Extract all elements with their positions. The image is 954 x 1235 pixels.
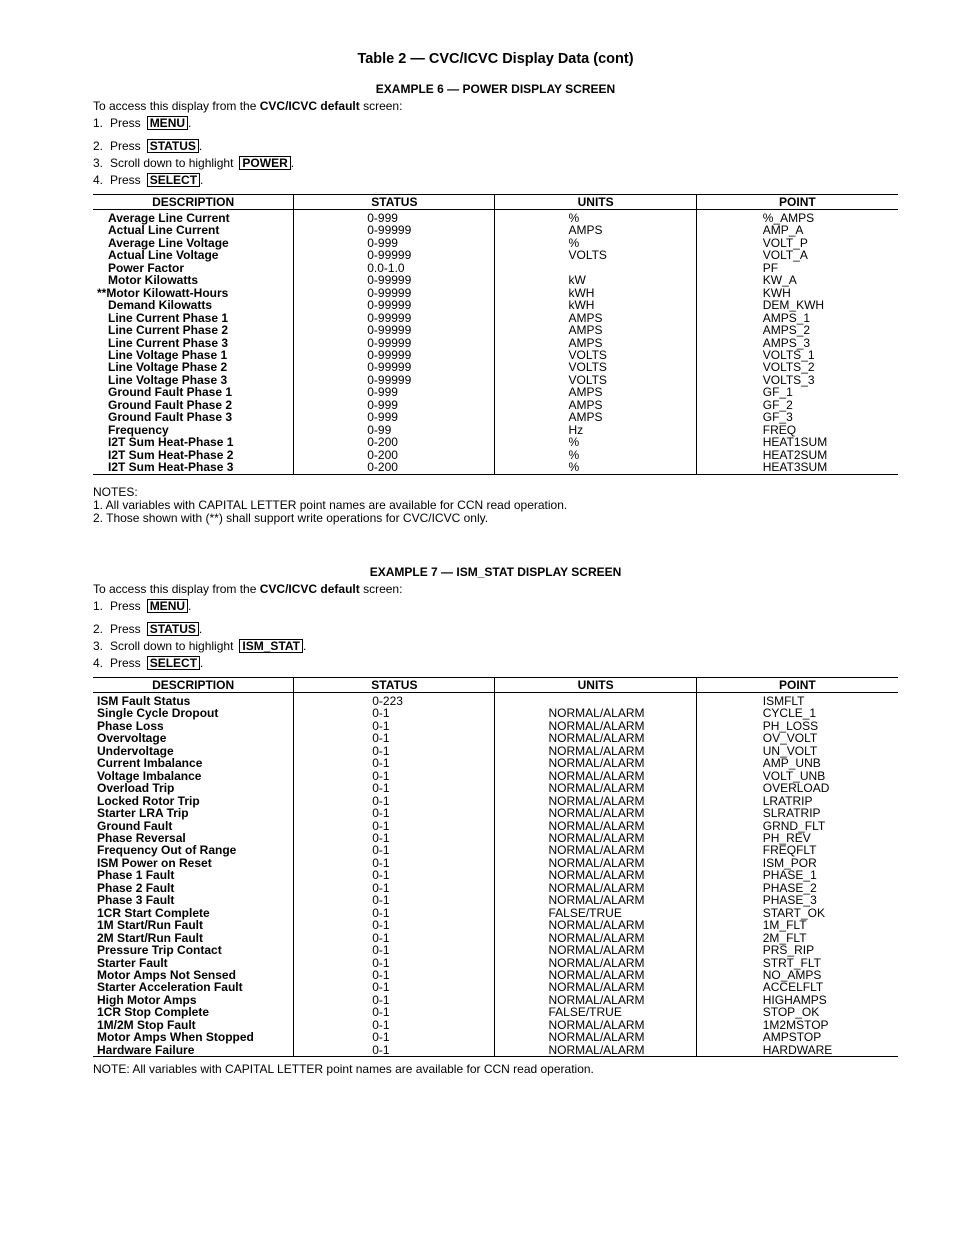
step-3 <box>93 638 898 655</box>
cell-description: 1M/2M Stop Fault <box>97 1017 196 1032</box>
cell-point: AMPS_2 <box>696 324 898 336</box>
cell-description: Line Current Phase 2 <box>108 323 229 338</box>
example6-notes <box>93 486 898 525</box>
cell-status: 0-1 <box>294 981 495 993</box>
cell-units: Hz <box>495 424 696 436</box>
table-row <box>93 869 898 881</box>
cell-units: AMPS <box>495 312 696 324</box>
cell-point: SLRATRIP <box>696 807 898 819</box>
cell-point: %_AMPS <box>696 210 898 225</box>
step-end: . <box>198 139 203 153</box>
cell-units: NORMAL/ALARM <box>495 944 696 956</box>
step-end: . <box>200 656 204 670</box>
cell-point: CYCLE_1 <box>696 707 898 719</box>
cell-description: Motor Amps Not Sensed <box>97 967 236 982</box>
table-row <box>93 436 898 448</box>
cell-point: KW_A <box>696 274 898 286</box>
cell-status: 0-1 <box>294 795 495 807</box>
cell-description: Actual Line Voltage <box>108 248 219 263</box>
cell-units: NORMAL/ALARM <box>495 869 696 881</box>
cell-units: AMPS <box>495 386 696 398</box>
key-select: SELECT <box>147 173 200 187</box>
cell-status: 0-223 <box>294 693 495 708</box>
cell-status: 0-99999 <box>294 224 495 236</box>
cell-units: % <box>495 436 696 448</box>
cell-units: NORMAL/ALARM <box>495 820 696 832</box>
cell-point: HEAT2SUM <box>696 449 898 461</box>
step-number: 1. <box>93 599 104 613</box>
cell-description: Overvoltage <box>97 731 167 746</box>
cell-units: NORMAL/ALARM <box>495 707 696 719</box>
cell-units: AMPS <box>495 337 696 349</box>
step-end: . <box>302 639 307 653</box>
cell-description: 1CR Stop Complete <box>97 1005 210 1020</box>
cell-point: VOLT_UNB <box>696 770 898 782</box>
cell-description: Starter LRA Trip <box>97 806 189 821</box>
cell-status: 0-99 <box>294 424 495 436</box>
cell-description: Phase 2 Fault <box>97 880 175 895</box>
table-row <box>93 944 898 956</box>
cell-description: Phase Reversal <box>97 830 186 845</box>
cell-description: Frequency <box>108 422 169 437</box>
cell-point: PHASE_2 <box>696 882 898 894</box>
cell-point: PH_REV <box>696 832 898 844</box>
step-1 <box>93 598 898 615</box>
column-header-units: UNITS <box>495 195 696 210</box>
cell-point: 2M_FLT <box>696 932 898 944</box>
cell-description: Current Imbalance <box>97 756 203 771</box>
cell-status: 0-1 <box>294 869 495 881</box>
cell-status: 0-99999 <box>294 324 495 336</box>
cell-status: 0-99999 <box>294 337 495 349</box>
cell-status: 0-1 <box>294 732 495 744</box>
step-3 <box>93 155 898 172</box>
cell-point: START_OK <box>696 907 898 919</box>
column-header-description: DESCRIPTION <box>93 195 294 210</box>
ism-stat-display-table <box>93 677 898 1057</box>
cell-description: I2T Sum Heat-Phase 2 <box>108 447 234 462</box>
cell-units: NORMAL/ALARM <box>495 782 696 794</box>
page-title: Table 2 — CVC/ICVC Display Data (cont) <box>357 51 634 67</box>
cell-status: 0-99999 <box>294 287 495 299</box>
note-2: 2. Those shown with (**) shall support write operations for CVC/ICVC only. <box>93 510 489 525</box>
cell-description: ISM Power on Reset <box>97 855 212 870</box>
step-number: 2. <box>93 139 104 153</box>
cell-status: 0-999 <box>294 399 495 411</box>
cell-units: AMPS <box>495 324 696 336</box>
cell-description: Voltage Imbalance <box>97 768 202 783</box>
table-row <box>93 210 898 225</box>
cell-point: AMP_A <box>696 224 898 236</box>
table-row <box>93 274 898 286</box>
key-menu: MENU <box>147 599 188 613</box>
table-row <box>93 732 898 744</box>
cell-units: NORMAL/ALARM <box>495 1031 696 1043</box>
table-row <box>93 1006 898 1018</box>
cell-description: Actual Line Current <box>108 223 220 238</box>
cell-point: AMPSTOP <box>696 1031 898 1043</box>
step-text: Press <box>110 656 141 670</box>
step-text: Press <box>110 622 141 636</box>
cell-status: 0-200 <box>294 436 495 448</box>
cell-units: AMPS <box>495 399 696 411</box>
cell-description: Demand Kilowatts <box>108 298 213 313</box>
table-row <box>93 249 898 261</box>
cell-point: GRND_FLT <box>696 820 898 832</box>
cell-point: ISM_POR <box>696 857 898 869</box>
cell-point: FREQ <box>696 424 898 436</box>
cell-units <box>495 262 696 274</box>
cell-point: VOLTS_1 <box>696 349 898 361</box>
cell-point: AMP_UNB <box>696 757 898 769</box>
cell-description: Frequency Out of Range <box>97 843 237 858</box>
cell-units: VOLTS <box>495 249 696 261</box>
cell-status: 0-1 <box>294 994 495 1006</box>
cell-status: 0-1 <box>294 919 495 931</box>
step-text: Scroll down to highlight <box>110 639 234 653</box>
table-row <box>93 807 898 819</box>
cell-status: 0-1 <box>294 832 495 844</box>
cell-description: Motor Amps When Stopped <box>97 1030 254 1045</box>
example6-heading: EXAMPLE 6 — POWER DISPLAY SCREEN <box>375 82 616 96</box>
cell-status: 0-1 <box>294 932 495 944</box>
cell-point: PH_LOSS <box>696 720 898 732</box>
cell-units: NORMAL/ALARM <box>495 795 696 807</box>
cell-point: STOP_OK <box>696 1006 898 1018</box>
table-row <box>93 782 898 794</box>
table-row <box>93 919 898 931</box>
cell-units: % <box>495 449 696 461</box>
cell-units <box>495 693 696 708</box>
table-row <box>93 461 898 474</box>
table-row <box>93 1044 898 1057</box>
cell-description: **Motor Kilowatt-Hours <box>97 285 229 300</box>
notes-title: NOTES: <box>93 484 138 499</box>
table-row <box>93 693 898 708</box>
cell-units: NORMAL/ALARM <box>495 757 696 769</box>
cell-units: VOLTS <box>495 361 696 373</box>
cell-units: NORMAL/ALARM <box>495 857 696 869</box>
cell-point: VOLT_P <box>696 237 898 249</box>
cell-point: HARDWARE <box>696 1044 898 1057</box>
cell-units: kWH <box>495 287 696 299</box>
example7-section <box>93 564 898 1076</box>
cell-units: AMPS <box>495 411 696 423</box>
cell-status: 0-1 <box>294 957 495 969</box>
cell-units: NORMAL/ALARM <box>495 832 696 844</box>
cell-status: 0-1 <box>294 1031 495 1043</box>
cell-units: FALSE/TRUE <box>495 1006 696 1018</box>
example7-note: NOTE: All variables with CAPITAL LETTER point names are available for CCN read operation. <box>93 1062 594 1077</box>
cell-status: 0-1 <box>294 907 495 919</box>
cell-description: ISM Fault Status <box>97 694 191 708</box>
cell-point: DEM_KWH <box>696 299 898 311</box>
cell-status: 0-1 <box>294 1019 495 1031</box>
cell-point: LRATRIP <box>696 795 898 807</box>
column-header-status: STATUS <box>294 678 495 693</box>
cell-units: NORMAL/ALARM <box>495 932 696 944</box>
cell-description: Starter Fault <box>97 955 168 970</box>
cell-status: 0-99999 <box>294 349 495 361</box>
cell-status: 0-1 <box>294 707 495 719</box>
cell-point: GF_3 <box>696 411 898 423</box>
table-row <box>93 411 898 423</box>
cell-point: PRS_RIP <box>696 944 898 956</box>
cell-status: 0-99999 <box>294 374 495 386</box>
cell-units: NORMAL/ALARM <box>495 732 696 744</box>
cell-description: Phase 3 Fault <box>97 893 175 908</box>
cell-point: GF_1 <box>696 386 898 398</box>
cell-point: VOLT_A <box>696 249 898 261</box>
example7-heading: EXAMPLE 7 — ISM_STAT DISPLAY SCREEN <box>369 565 622 579</box>
cell-description: Phase Loss <box>97 718 164 733</box>
cell-description: I2T Sum Heat-Phase 3 <box>93 461 294 474</box>
cell-status: 0-1 <box>294 944 495 956</box>
cell-units: kWH <box>495 299 696 311</box>
table-row <box>93 981 898 993</box>
cell-units: NORMAL/ALARM <box>495 957 696 969</box>
key-power: POWER <box>239 156 290 170</box>
step-end: . <box>188 116 192 130</box>
cell-status: 0-99999 <box>294 274 495 286</box>
cell-description: I2T Sum Heat-Phase 1 <box>108 435 234 450</box>
step-end: . <box>198 622 203 636</box>
cell-description: Undervoltage <box>97 743 174 758</box>
cell-status: 0-99999 <box>294 299 495 311</box>
step-number: 4. <box>93 173 104 187</box>
cell-status: 0-1 <box>294 894 495 906</box>
cell-description: Pressure Trip Contact <box>97 943 222 958</box>
step-2 <box>93 138 898 155</box>
cell-point: 1M2MSTOP <box>696 1019 898 1031</box>
cell-description: Line Current Phase 3 <box>108 335 229 350</box>
cell-point: PHASE_1 <box>696 869 898 881</box>
cell-description: Average Line Current <box>108 211 230 225</box>
cell-description: Ground Fault Phase 1 <box>108 385 233 400</box>
cell-status: 0-1 <box>294 882 495 894</box>
example6-intro: To access this display from the CVC/ICVC default screen: <box>93 99 403 113</box>
step-text: Press <box>110 116 141 130</box>
cell-description: Ground Fault Phase 2 <box>108 397 233 412</box>
cell-status: 0-1 <box>294 745 495 757</box>
cell-status: 0-99999 <box>294 361 495 373</box>
cell-description: High Motor Amps <box>97 992 197 1007</box>
cell-status: 0-99999 <box>294 312 495 324</box>
cell-status: 0-200 <box>294 449 495 461</box>
cell-units: % <box>495 461 696 474</box>
column-header-status: STATUS <box>294 195 495 210</box>
cell-units: FALSE/TRUE <box>495 907 696 919</box>
cell-units: AMPS <box>495 224 696 236</box>
step-text: Press <box>110 139 141 153</box>
cell-point: OV_VOLT <box>696 732 898 744</box>
cell-point: FREQFLT <box>696 844 898 856</box>
power-display-table <box>93 194 898 475</box>
cell-units: NORMAL/ALARM <box>495 745 696 757</box>
example6-section <box>93 81 898 525</box>
cell-status: 0-1 <box>294 757 495 769</box>
note-1: 1. All variables with CAPITAL LETTER point names are available for CCN read operation. <box>93 497 568 512</box>
table-row <box>93 757 898 769</box>
cell-point: ISMFLT <box>696 693 898 708</box>
cell-point: 1M_FLT <box>696 919 898 931</box>
example7-steps <box>93 598 898 672</box>
cell-description: Power Factor <box>108 260 185 275</box>
cell-point: HIGHAMPS <box>696 994 898 1006</box>
table-row <box>93 1031 898 1043</box>
cell-description: 2M Start/Run Fault <box>97 930 204 945</box>
cell-units: NORMAL/ALARM <box>495 720 696 732</box>
cell-units: NORMAL/ALARM <box>495 981 696 993</box>
cell-description: Ground Fault Phase 3 <box>108 410 233 425</box>
cell-description: Single Cycle Dropout <box>97 706 219 721</box>
cell-description: Overload Trip <box>97 781 175 796</box>
cell-units: NORMAL/ALARM <box>495 969 696 981</box>
step-number: 3. <box>93 156 104 170</box>
cell-point: OVERLOAD <box>696 782 898 794</box>
key-status: STATUS <box>147 622 199 636</box>
cell-point: VOLTS_3 <box>696 374 898 386</box>
cell-point: KWH <box>696 287 898 299</box>
step-end: . <box>200 173 204 187</box>
step-4 <box>93 655 898 672</box>
cell-status: 0-999 <box>294 386 495 398</box>
table-row <box>93 324 898 336</box>
cell-point: AMPS_3 <box>696 337 898 349</box>
cell-units: NORMAL/ALARM <box>495 844 696 856</box>
cell-status: 0-1 <box>294 1044 495 1057</box>
step-4 <box>93 172 898 189</box>
cell-description: Ground Fault <box>97 818 173 833</box>
cell-description: Hardware Failure <box>93 1044 294 1057</box>
step-end: . <box>290 156 295 170</box>
cell-units: NORMAL/ALARM <box>495 882 696 894</box>
cell-status: 0-1 <box>294 857 495 869</box>
cell-units: NORMAL/ALARM <box>495 994 696 1006</box>
cell-description: Phase 1 Fault <box>97 868 175 883</box>
step-2 <box>93 621 898 638</box>
step-end: . <box>188 599 192 613</box>
cell-units: VOLTS <box>495 349 696 361</box>
cell-description: Line Voltage Phase 2 <box>108 360 228 375</box>
cell-description: 1M Start/Run Fault <box>97 918 204 933</box>
cell-description: Line Voltage Phase 1 <box>108 347 228 362</box>
cell-status: 0-1 <box>294 782 495 794</box>
cell-status: 0-1 <box>294 820 495 832</box>
example6-steps <box>93 115 898 189</box>
step-number: 3. <box>93 639 104 653</box>
cell-point: UN_VOLT <box>696 745 898 757</box>
table-row <box>93 386 898 398</box>
cell-point: VOLTS_2 <box>696 361 898 373</box>
cell-point: ACCELFLT <box>696 981 898 993</box>
column-header-units: UNITS <box>495 678 696 693</box>
cell-description: Line Voltage Phase 3 <box>108 372 228 387</box>
key-status: STATUS <box>147 139 199 153</box>
cell-status: 0-1 <box>294 770 495 782</box>
cell-status: 0-1 <box>294 720 495 732</box>
cell-point: AMPS_1 <box>696 312 898 324</box>
key-select: SELECT <box>147 656 200 670</box>
step-text: Scroll down to highlight <box>110 156 234 170</box>
cell-status: 0-1 <box>294 969 495 981</box>
column-header-point: POINT <box>696 678 898 693</box>
cell-point: NO_AMPS <box>696 969 898 981</box>
cell-status: 0-99999 <box>294 249 495 261</box>
cell-status: 0-200 <box>294 461 495 474</box>
key-ism-stat: ISM_STAT <box>239 639 303 653</box>
cell-point: PHASE_3 <box>696 894 898 906</box>
cell-description: 1CR Start Complete <box>97 905 210 920</box>
cell-status: 0.0-1.0 <box>294 262 495 274</box>
step-number: 2. <box>93 622 104 636</box>
cell-description: Line Current Phase 1 <box>108 310 229 325</box>
cell-units: VOLTS <box>495 374 696 386</box>
cell-description: Motor Kilowatts <box>108 273 198 288</box>
cell-units: NORMAL/ALARM <box>495 919 696 931</box>
step-number: 4. <box>93 656 104 670</box>
cell-description: Starter Acceleration Fault <box>97 980 243 995</box>
cell-status: 0-999 <box>294 237 495 249</box>
step-number: 1. <box>93 116 104 130</box>
table-row <box>93 299 898 311</box>
cell-status: 0-1 <box>294 1006 495 1018</box>
cell-status: 0-999 <box>294 411 495 423</box>
key-menu: MENU <box>147 116 188 130</box>
cell-units: NORMAL/ALARM <box>495 1019 696 1031</box>
cell-point: HEAT3SUM <box>696 461 898 474</box>
cell-point: HEAT1SUM <box>696 436 898 448</box>
cell-status: 0-1 <box>294 807 495 819</box>
cell-units: NORMAL/ALARM <box>495 807 696 819</box>
column-header-description: DESCRIPTION <box>93 678 294 693</box>
step-1 <box>93 115 898 132</box>
cell-units: NORMAL/ALARM <box>495 894 696 906</box>
cell-units: % <box>495 210 696 225</box>
cell-description: Locked Rotor Trip <box>97 793 200 808</box>
cell-point: STRT_FLT <box>696 957 898 969</box>
cell-units: NORMAL/ALARM <box>495 770 696 782</box>
cell-point: PF <box>696 262 898 274</box>
cell-units: % <box>495 237 696 249</box>
step-text: Press <box>110 599 141 613</box>
column-header-point: POINT <box>696 195 898 210</box>
cell-units: kW <box>495 274 696 286</box>
cell-point: GF_2 <box>696 399 898 411</box>
cell-units: NORMAL/ALARM <box>495 1044 696 1057</box>
cell-status: 0-999 <box>294 210 495 225</box>
table-row <box>93 894 898 906</box>
step-text: Press <box>110 173 141 187</box>
example7-intro: To access this display from the CVC/ICVC default screen: <box>93 582 403 596</box>
cell-description: Average Line Voltage <box>108 235 229 250</box>
cell-status: 0-1 <box>294 844 495 856</box>
